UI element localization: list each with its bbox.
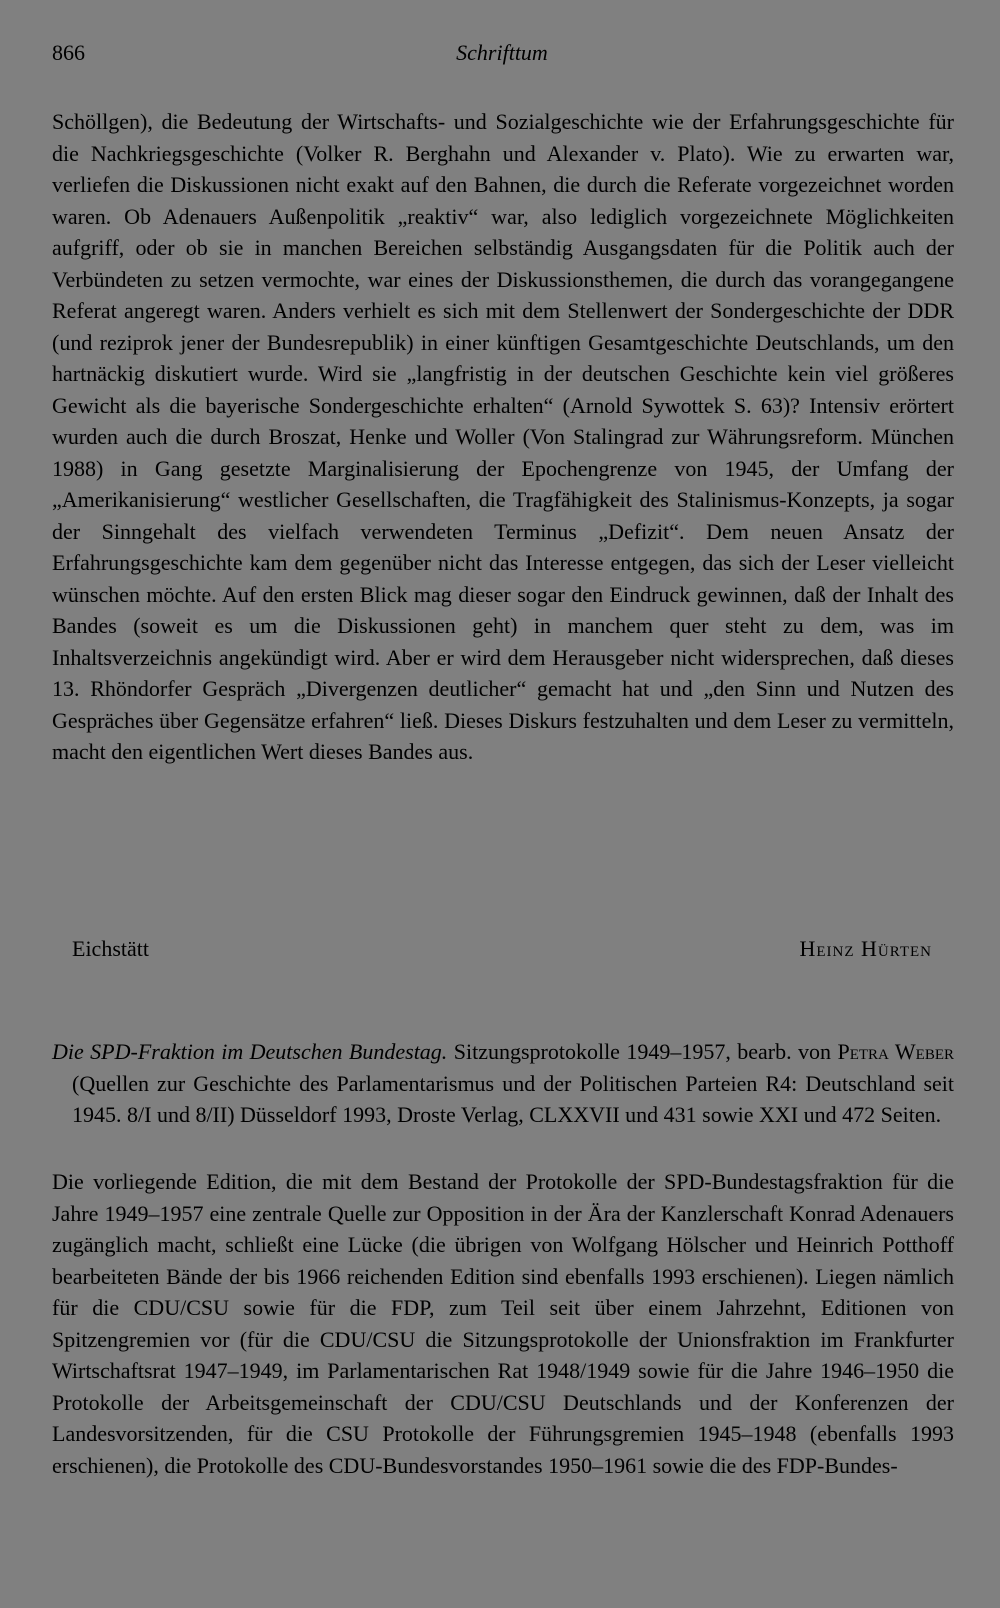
book-editor: Petra Weber [837, 1039, 954, 1064]
book-title: Die SPD-Fraktion im Deutschen Bundestag. [52, 1039, 448, 1064]
page-number: 866 [52, 40, 85, 65]
review-body-paragraph: Die vorliegende Edition, die mit dem Bestand der Protokolle der SPD-Bundestagsfraktion für die Jahre 1949–1957 eine zentrale Quelle zur Opposition in der Ära der Kanzlerschaft Konrad Adenauers zugänglich macht, schließt eine Lücke (die übrigen von Wolfgang Hölscher und Heinrich Potthoff bearbeiteten Bände der bis 1966 reichenden Edition sind ebenfalls 1993 erschienen). Liegen nämlich für die CDU/CSU sowie für die FDP, zum Teil seit über einem Jahrzehnt, Editionen von Spitzengremien vor (für die CDU/CSU die Sitzungsprotokolle der Unionsfraktion im Frankfurter Wirtschaftsrat 1947–1949, im Parlamentarischen Rat 1948/1949 sowie für die Jahre 1946–1950 die Protokolle der Arbeitsgemeinschaft der CDU/CSU Deutschlands und der Konferenzen der Landesvorsitzenden, für die CSU Protokolle der Führungsgremien 1945–1948 (ebenfalls 1993 erschienen), die Protokolle des CDU-Bundesvorstandes 1950–1961 sowie die des FDP-Bundes- [52, 1169, 954, 1478]
reviewer-name: Heinz Hürten [799, 936, 932, 961]
book-citation [52, 1036, 954, 1131]
reviewer-place: Eichstätt [72, 936, 149, 961]
review-signoff [52, 936, 954, 970]
review-continuation-paragraph: Schöllgen), die Bedeutung der Wirtschafts- und Sozialgeschichte wie der Erfahrungsgeschichte für die Nachkriegsgeschichte (Volker R. Berghahn und Alexander v. Plato). Wie zu erwarten war, verliefen die Diskussionen nicht exakt auf den Bahnen, die durch die Referate vorgezeichnet worden waren. Ob Adenauers Außenpolitik „reaktiv“ war, also lediglich vorgezeichnete Möglichkeiten aufgriff, oder ob sie in manchen Bereichen selbständig Ausgangsdaten für die Politik auch der Verbündeten zu setzen vermochte, war eines der Diskussionsthemen, die durch das vorangegangene Referat angeregt waren. Anders verhielt es sich mit dem Stellenwert der Sondergeschichte der DDR (und reziprok jener der Bundesrepublik) in einer künftigen Gesamtgeschichte Deutschlands, um den hartnäckig diskutiert wurde. Wird sie „langfristig in der deutschen Geschichte kein viel größeres Gewicht als die bayerische Sondergeschichte erhalten“ (Arnold Sywottek S. 63)? Intensiv erörtert wurden auch die durch Broszat, Henke und Woller (Von Stalingrad zur Währungsreform. München 1988) in Gang gesetzte Marginalisierung der Epochengrenze von 1945, der Umfang der „Amerikanisierung“ westlicher Gesellschaften, die Tragfähigkeit des Stalinismus-Konzepts, ja sogar der Sinngehalt des vielfach verwendeten Terminus „Defizit“. Dem neuen Ansatz der Erfahrungsgeschichte kam dem gegenüber nicht das Interesse entgegen, das sich der Leser vielleicht wünschen möchte. Auf den ersten Blick mag dieser sogar den Eindruck gewinnen, daß der Inhalt des Bandes (soweit es um die Diskussionen geht) in manchem quer steht zu dem, was im Inhaltsverzeichnis angekündigt wird. Aber er wird dem Herausgeber nicht widersprechen, daß dieses 13. Rhöndorfer Gespräch „Divergenzen deutlicher“ gemacht hat und „den Sinn und Nutzen des Gespräches über Gegensätze erfahren“ ließ. Dieses Diskurs festzuhalten und dem Leser zu vermitteln, macht den eigentlichen Wert dieses Bandes aus. [52, 109, 954, 764]
section-title: Schrifttum [456, 40, 548, 65]
running-head [52, 40, 952, 76]
citation-details-post: (Quellen zur Geschichte des Parlamentarismus und der Politischen Parteien R4: Deutschland seit 1945. 8/I und 8/II) Düsseldorf 1993, Droste Verlag, CLXXVII und 431 sowie XXI und 472 Seiten. [72, 1070, 954, 1127]
citation-details-pre: Sitzungsprotokolle 1949–1957, bearb. von [447, 1039, 838, 1064]
